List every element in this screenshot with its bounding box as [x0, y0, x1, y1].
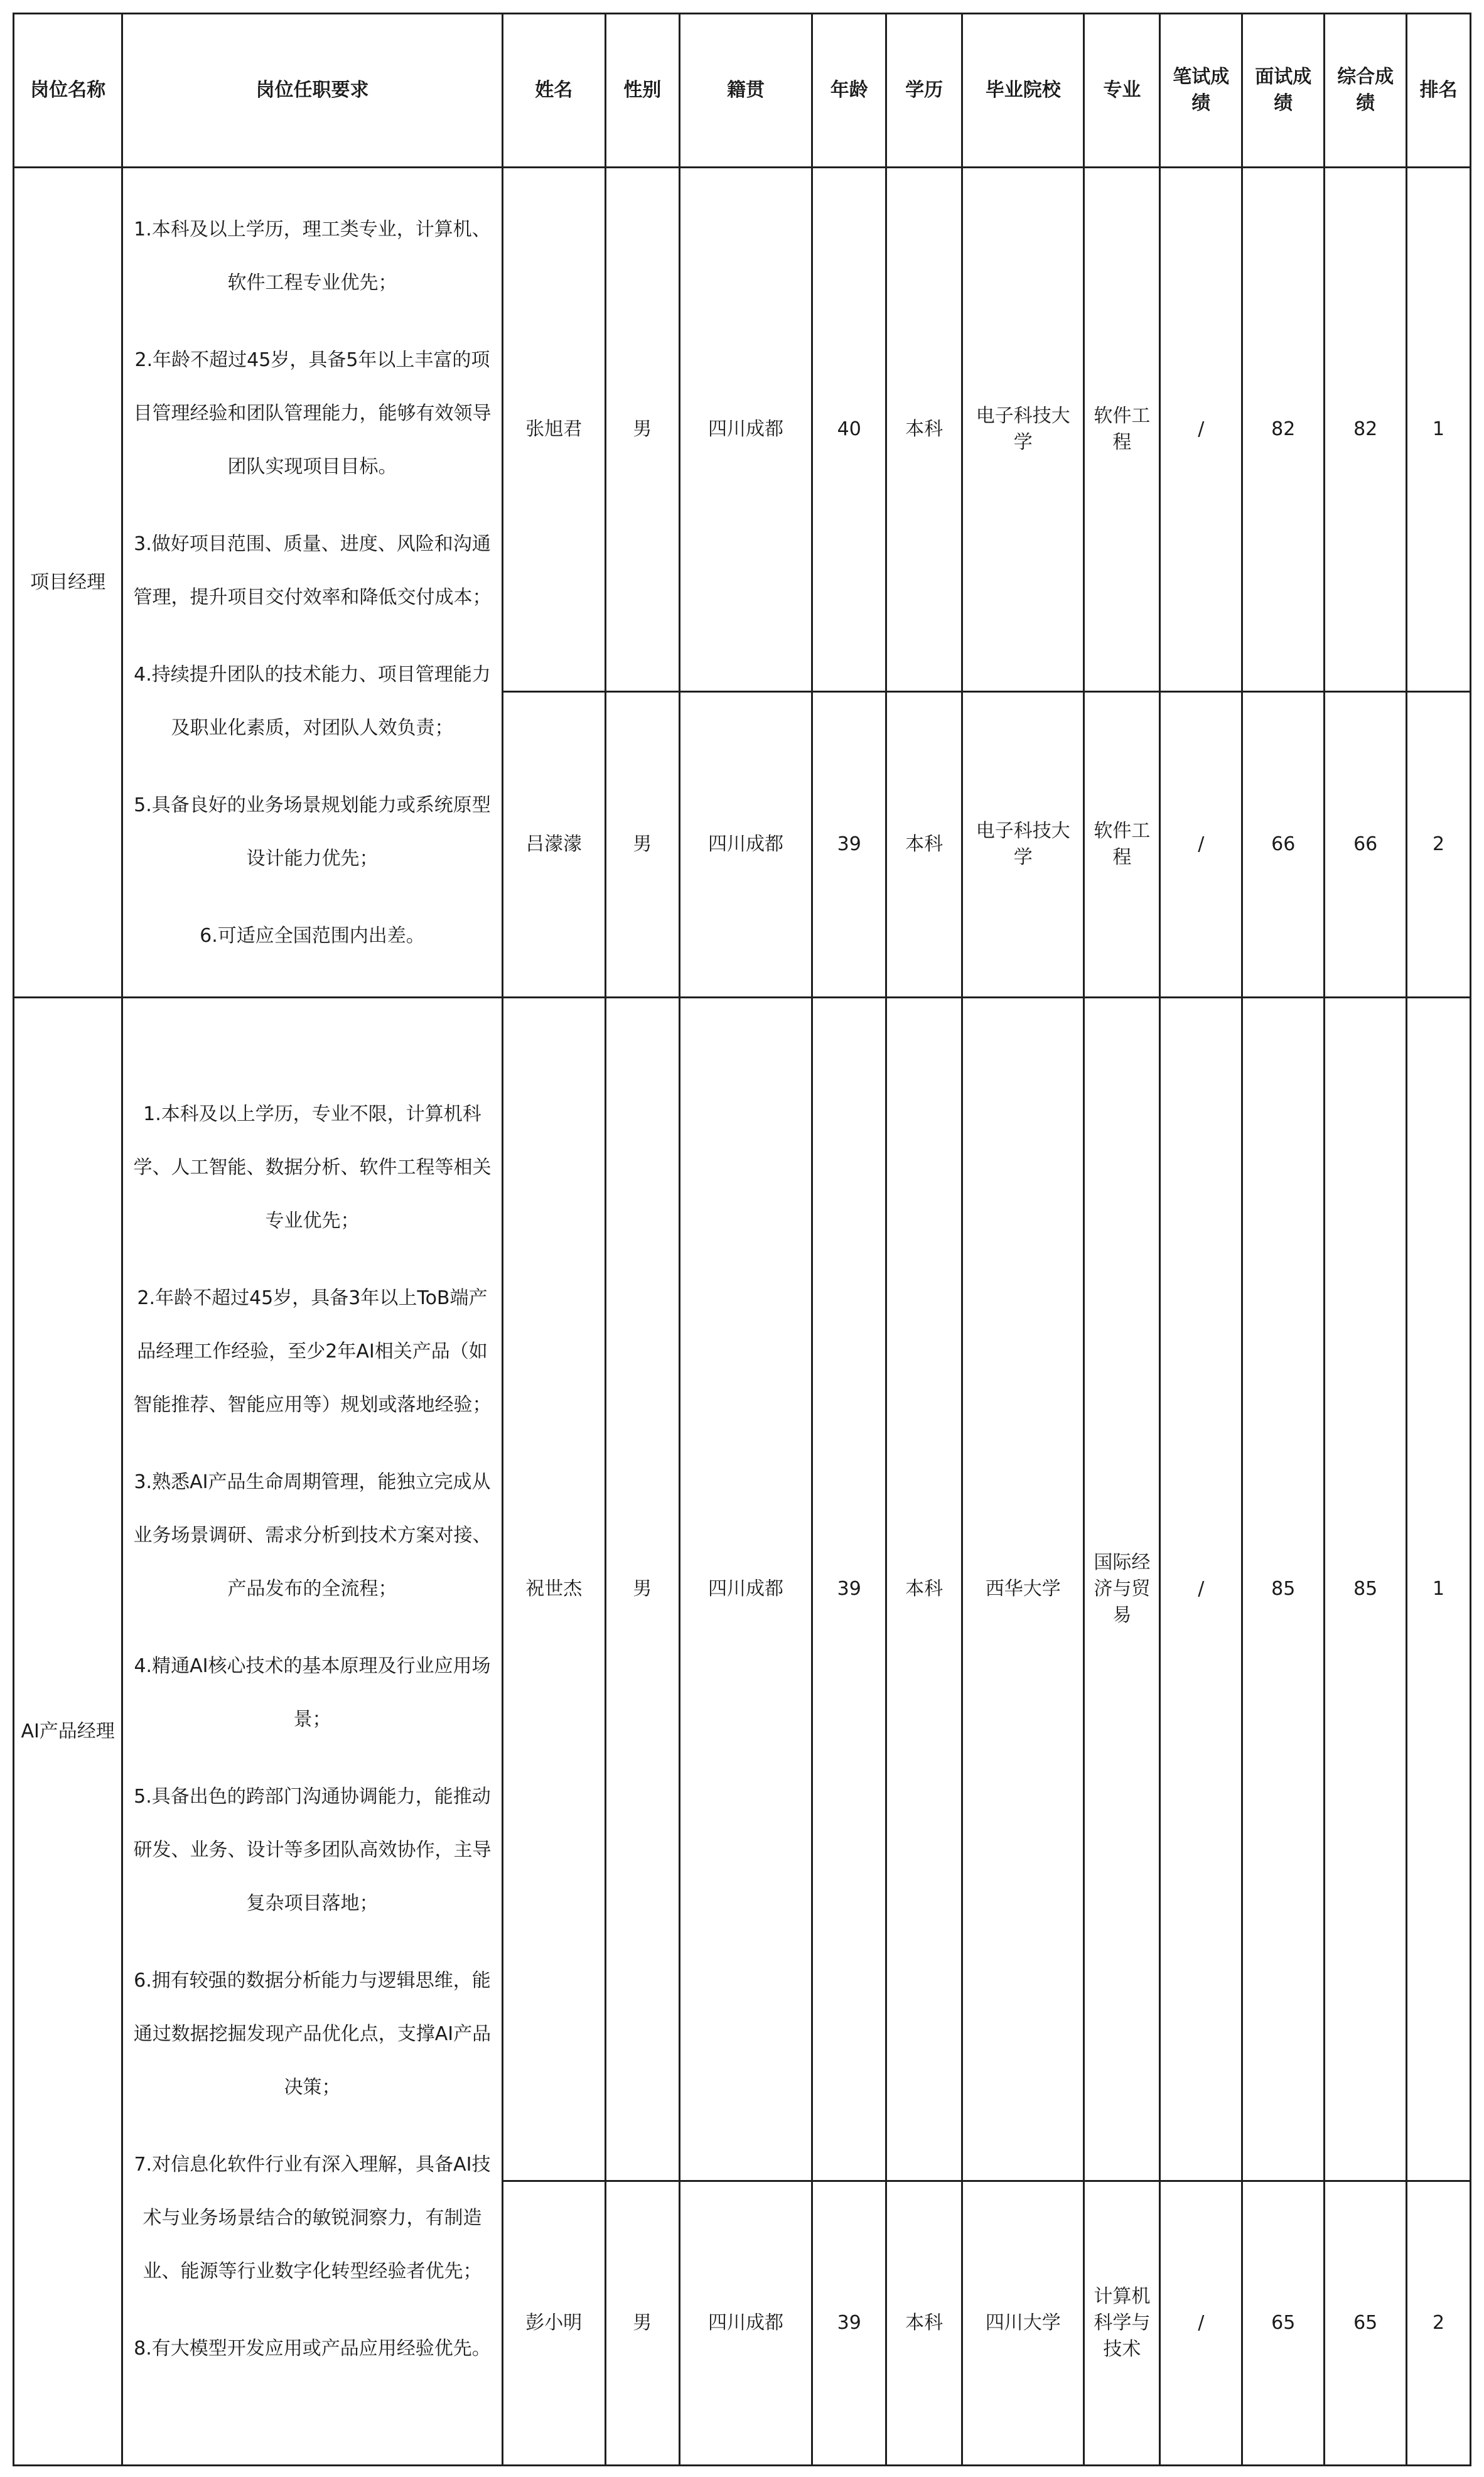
- candidate-education: 本科: [886, 998, 962, 2181]
- header-school: 毕业院校: [962, 14, 1084, 168]
- position-name: AI产品经理: [14, 998, 122, 2466]
- requirement-item: 7.对信息化软件行业有深入理解，具备AI技术与业务场景结合的敏锐洞察力，有制造业、能源等行业数字化转型经验者优先；: [134, 2154, 491, 2282]
- candidate-interview-score: 65: [1242, 2181, 1325, 2466]
- candidate-school: 电子科技大学: [962, 692, 1084, 998]
- requirement-item: 6.拥有较强的数据分析能力与逻辑思维，能通过数据挖掘发现产品优化点，支撑AI产品决策；: [133, 1970, 492, 2098]
- candidate-rank: 2: [1407, 2181, 1471, 2466]
- candidate-rank: 1: [1407, 998, 1471, 2181]
- requirement-item: 4.持续提升团队的技术能力、项目管理能力及职业化素质，对团队人效负责；: [134, 663, 491, 739]
- candidate-interview-score: 82: [1242, 168, 1325, 692]
- header-written-score: 笔试成绩: [1160, 14, 1242, 168]
- header-row: [14, 14, 1471, 168]
- candidate-results-table: [13, 13, 1471, 2466]
- candidate-written-score: /: [1160, 692, 1242, 998]
- candidate-total-score: 82: [1325, 168, 1407, 692]
- candidate-interview-score: 85: [1242, 998, 1325, 2181]
- position-requirements: [122, 998, 502, 2466]
- header-rank: 排名: [1407, 14, 1471, 168]
- requirement-item: 3.做好项目范围、质量、进度、风险和沟通管理，提升项目交付效率和降低交付成本；: [133, 532, 492, 608]
- candidate-gender: 男: [605, 998, 679, 2181]
- header-total-score: 综合成绩: [1325, 14, 1407, 168]
- table-row: [14, 998, 1471, 2181]
- candidate-hometown: 四川成都: [679, 2181, 812, 2466]
- position-name: 项目经理: [14, 168, 122, 998]
- candidate-name: 张旭君: [502, 168, 605, 692]
- candidate-rank: 2: [1407, 692, 1471, 998]
- candidate-major: 软件工程: [1084, 692, 1160, 998]
- candidate-gender: 男: [605, 692, 679, 998]
- requirement-item: 6.可适应全国范围内出差。: [200, 924, 425, 947]
- candidate-written-score: /: [1160, 2181, 1242, 2466]
- requirement-item: 5.具备良好的业务场景规划能力或系统原型设计能力优先；: [134, 794, 491, 870]
- header-education: 学历: [886, 14, 962, 168]
- candidate-age: 39: [812, 2181, 886, 2466]
- header-position-name: 岗位名称: [14, 14, 122, 168]
- requirement-item: 8.有大模型开发应用或产品应用经验优先。: [134, 2338, 491, 2360]
- header-requirements: 岗位任职要求: [122, 14, 502, 168]
- candidate-written-score: /: [1160, 998, 1242, 2181]
- candidate-hometown: 四川成都: [679, 168, 812, 692]
- candidate-written-score: /: [1160, 168, 1242, 692]
- candidate-major: 国际经济与贸易: [1084, 998, 1160, 2181]
- table-row: [14, 168, 1471, 692]
- requirement-item: 2.年龄不超过45岁，具备3年以上ToB端产品经理工作经验，至少2年AI相关产品（如智能推荐、智能应用等）规划或落地经验；: [133, 1287, 492, 1416]
- candidate-education: 本科: [886, 168, 962, 692]
- candidate-hometown: 四川成都: [679, 692, 812, 998]
- header-major: 专业: [1084, 14, 1160, 168]
- header-gender: 性别: [605, 14, 679, 168]
- candidate-age: 39: [812, 998, 886, 2181]
- candidate-interview-score: 66: [1242, 692, 1325, 998]
- candidate-total-score: 85: [1325, 998, 1407, 2181]
- candidate-education: 本科: [886, 692, 962, 998]
- header-age: 年龄: [812, 14, 886, 168]
- header-hometown: 籍贯: [679, 14, 812, 168]
- header-name: 姓名: [502, 14, 605, 168]
- header-interview-score: 面试成绩: [1242, 14, 1325, 168]
- candidate-name: 吕濛濛: [502, 692, 605, 998]
- requirement-item: 2.年龄不超过45岁，具备5年以上丰富的项目管理经验和团队管理能力，能够有效领导团队实现项目目标。: [133, 348, 492, 478]
- candidate-school: 西华大学: [962, 998, 1084, 2181]
- candidate-school: 电子科技大学: [962, 168, 1084, 692]
- candidate-total-score: 66: [1325, 692, 1407, 998]
- candidate-name: 彭小明: [502, 2181, 605, 2466]
- candidate-school: 四川大学: [962, 2181, 1084, 2466]
- candidate-name: 祝世杰: [502, 998, 605, 2181]
- candidate-gender: 男: [605, 168, 679, 692]
- position-requirements: [122, 168, 502, 998]
- candidate-rank: 1: [1407, 168, 1471, 692]
- candidate-major: 软件工程: [1084, 168, 1160, 692]
- requirement-item: 4.精通AI核心技术的基本原理及行业应用场景；: [134, 1655, 491, 1730]
- candidate-age: 39: [812, 692, 886, 998]
- candidate-age: 40: [812, 168, 886, 692]
- requirement-item: 1.本科及以上学历，专业不限，计算机科学、人工智能、数据分析、软件工程等相关专业优先；: [133, 1103, 492, 1232]
- candidate-total-score: 65: [1325, 2181, 1407, 2466]
- candidate-hometown: 四川成都: [679, 998, 812, 2181]
- requirement-item: 5.具备出色的跨部门沟通协调能力，能推动研发、业务、设计等多团队高效协作，主导复杂项目落地；: [133, 1786, 492, 1914]
- requirement-item: 1.本科及以上学历，理工类专业，计算机、软件工程专业优先；: [134, 218, 491, 294]
- candidate-major: 计算机科学与技术: [1084, 2181, 1160, 2466]
- candidate-gender: 男: [605, 2181, 679, 2466]
- candidate-education: 本科: [886, 2181, 962, 2466]
- requirement-item: 3.熟悉AI产品生命周期管理，能独立完成从业务场景调研、需求分析到技术方案对接、产品发布的全流程；: [133, 1471, 492, 1600]
